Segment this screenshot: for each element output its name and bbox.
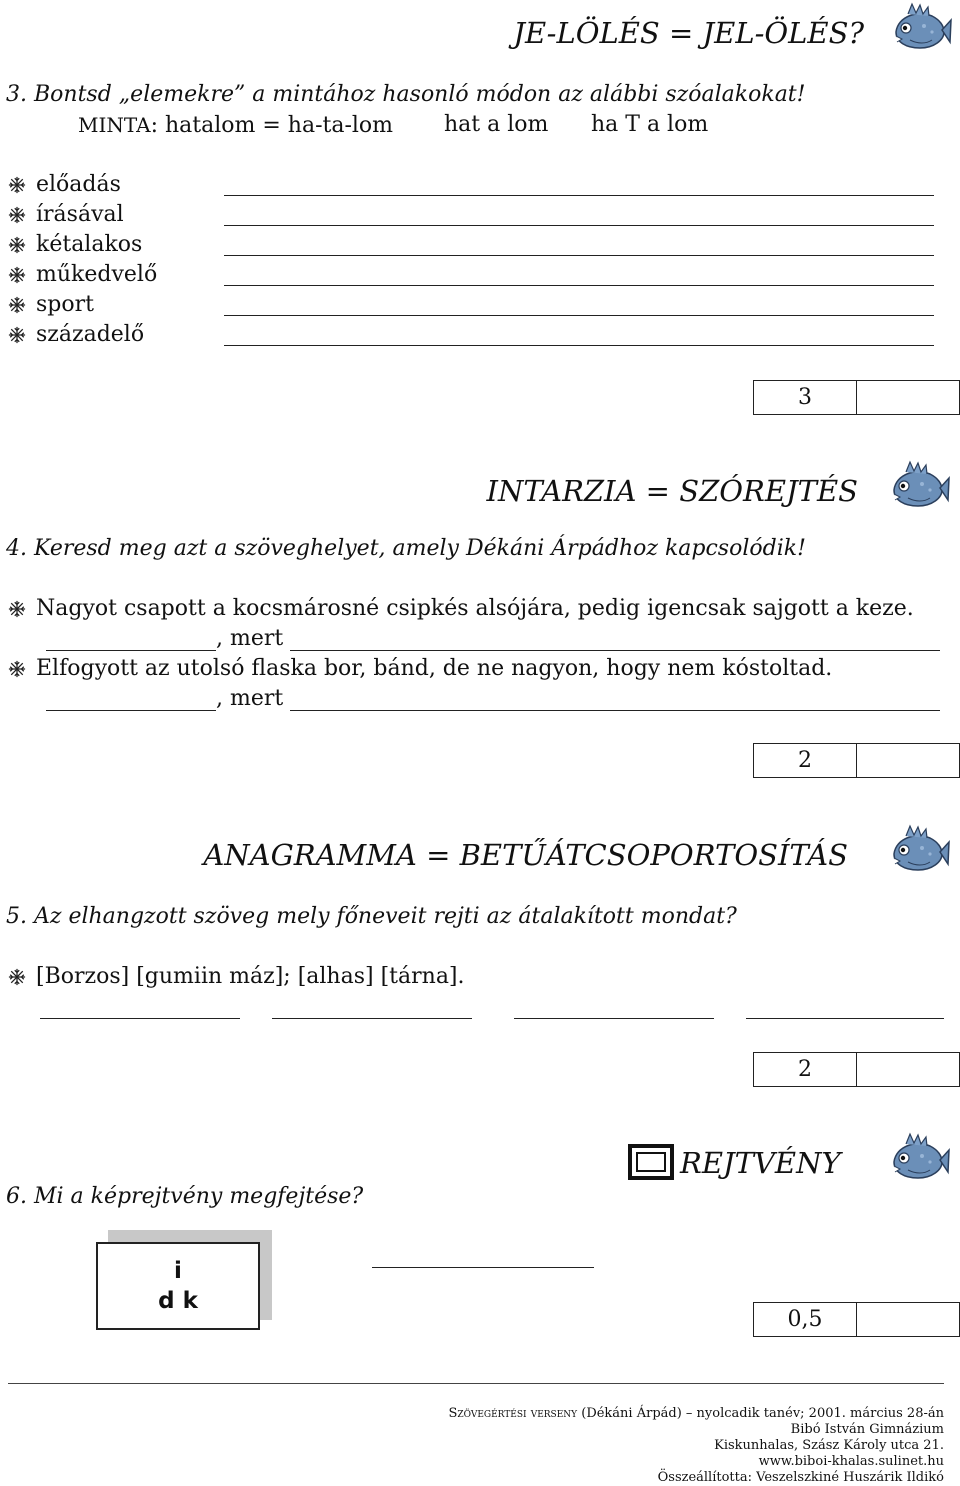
list-item <box>8 322 144 348</box>
answer-line[interactable] <box>40 1018 240 1019</box>
snowflake-icon <box>8 206 26 224</box>
score-field[interactable] <box>857 744 959 777</box>
snowflake-icon <box>8 326 26 344</box>
sentence-text: Elfogyott az utolsó flaska bor, bánd, de ne nagyon, hogy nem kóstoltad. <box>36 656 833 681</box>
fish-icon <box>886 460 950 512</box>
snowflake-icon <box>8 176 26 194</box>
answer-line[interactable] <box>224 195 934 196</box>
score-box <box>753 380 960 415</box>
list-item <box>8 232 142 258</box>
list-item <box>8 292 94 318</box>
footer-website: www.biboi-khalas.sulinet.hu <box>758 1454 944 1469</box>
question-6: 6. Mi a képrejtvény megfejtése? <box>6 1184 364 1209</box>
list-item <box>8 202 124 228</box>
sentence-item <box>8 964 465 990</box>
footer <box>448 1406 944 1486</box>
list-item <box>8 172 121 198</box>
score-max: 3 <box>754 381 857 414</box>
section1-heading: JE-LÖLÉS = JEL-ÖLÉS? <box>513 16 864 50</box>
section3-heading: ANAGRAMMA = BETŰÁTCSOPORTOSÍTÁS <box>203 838 848 872</box>
footer-divider <box>8 1383 944 1384</box>
list-item <box>8 262 157 288</box>
minta-label: MINTA <box>78 113 151 137</box>
sentence-item <box>8 596 914 622</box>
minta-alt1: hat a lom <box>444 112 549 137</box>
question-3: 3. Bontsd „elemekre” a mintához hasonló módon az alábbi szóalakokat! <box>6 82 806 107</box>
mert-label: , mert <box>216 686 284 711</box>
snowflake-icon <box>8 600 26 618</box>
mert-label: , mert <box>216 626 284 651</box>
score-field[interactable] <box>857 381 959 414</box>
answer-line[interactable] <box>290 650 940 651</box>
score-box <box>753 1052 960 1087</box>
item-word: műkedvelő <box>36 262 158 287</box>
score-field[interactable] <box>857 1053 959 1086</box>
item-word: kétalakos <box>36 232 143 257</box>
fish-icon <box>886 824 950 876</box>
snowflake-icon <box>8 296 26 314</box>
answer-line[interactable] <box>46 710 216 711</box>
answer-line[interactable] <box>224 225 934 226</box>
rejtveny-frame-icon <box>628 1144 674 1180</box>
puzzle-line1: i <box>174 1258 182 1284</box>
footer-address: Kiskunhalas, Szász Károly utca 21. <box>714 1438 944 1453</box>
answer-line[interactable] <box>224 285 934 286</box>
footer-competition: Szövegértési verseny <box>448 1406 578 1421</box>
snowflake-icon <box>8 660 26 678</box>
sentence-text: Nagyot csapott a kocsmárosné csipkés alsójára, pedig igencsak sajgott a keze. <box>36 596 914 621</box>
snowflake-icon <box>8 236 26 254</box>
footer-school: Bibó István Gimnázium <box>790 1422 944 1437</box>
answer-line[interactable] <box>224 345 934 346</box>
answer-line[interactable] <box>272 1018 472 1019</box>
sentence-item <box>8 656 832 682</box>
answer-line[interactable] <box>224 255 934 256</box>
footer-line1 <box>448 1406 944 1422</box>
score-field[interactable] <box>857 1303 959 1336</box>
item-word: századelő <box>36 322 145 347</box>
score-max: 2 <box>754 744 857 777</box>
minta-alt2: ha T a lom <box>591 112 709 137</box>
section2-heading: INTARZIA = SZÓREJTÉS <box>486 474 858 508</box>
answer-line[interactable] <box>372 1267 594 1268</box>
answer-line[interactable] <box>514 1018 714 1019</box>
footer-author: Összeállította: Veszelszkiné Huszárik Ildikó <box>657 1470 944 1485</box>
answer-line[interactable] <box>224 315 934 316</box>
fish-icon <box>886 1132 950 1184</box>
snowflake-icon <box>8 968 26 986</box>
item-word: előadás <box>36 172 121 197</box>
answer-line[interactable] <box>746 1018 944 1019</box>
footer-details: (Dékáni Árpád) – nyolcadik tanév; 2001. március 28-án <box>577 1406 944 1421</box>
sentence-text: [Borzos] [gumiin máz]; [alhas] [tárna]. <box>36 964 465 989</box>
puzzle-line2: d k <box>158 1288 198 1314</box>
picture-puzzle <box>96 1230 272 1332</box>
score-max: 0,5 <box>754 1303 857 1336</box>
section4-heading: REJTVÉNY <box>680 1146 841 1180</box>
question-5: 5. Az elhangzott szöveg mely főneveit rejti az átalakított mondat? <box>6 904 737 929</box>
question-4: 4. Keresd meg azt a szöveghelyet, amely Dékáni Árpádhoz kapcsolódik! <box>6 536 806 561</box>
snowflake-icon <box>8 266 26 284</box>
score-max: 2 <box>754 1053 857 1086</box>
item-word: írásával <box>36 202 124 227</box>
minta-text: : hatalom = ha-ta-lom <box>150 113 394 138</box>
answer-line[interactable] <box>290 710 940 711</box>
score-box <box>753 743 960 778</box>
answer-line[interactable] <box>46 650 216 651</box>
minta-row <box>78 112 393 139</box>
fish-icon <box>888 2 952 54</box>
item-word: sport <box>36 292 94 317</box>
score-box <box>753 1302 960 1337</box>
